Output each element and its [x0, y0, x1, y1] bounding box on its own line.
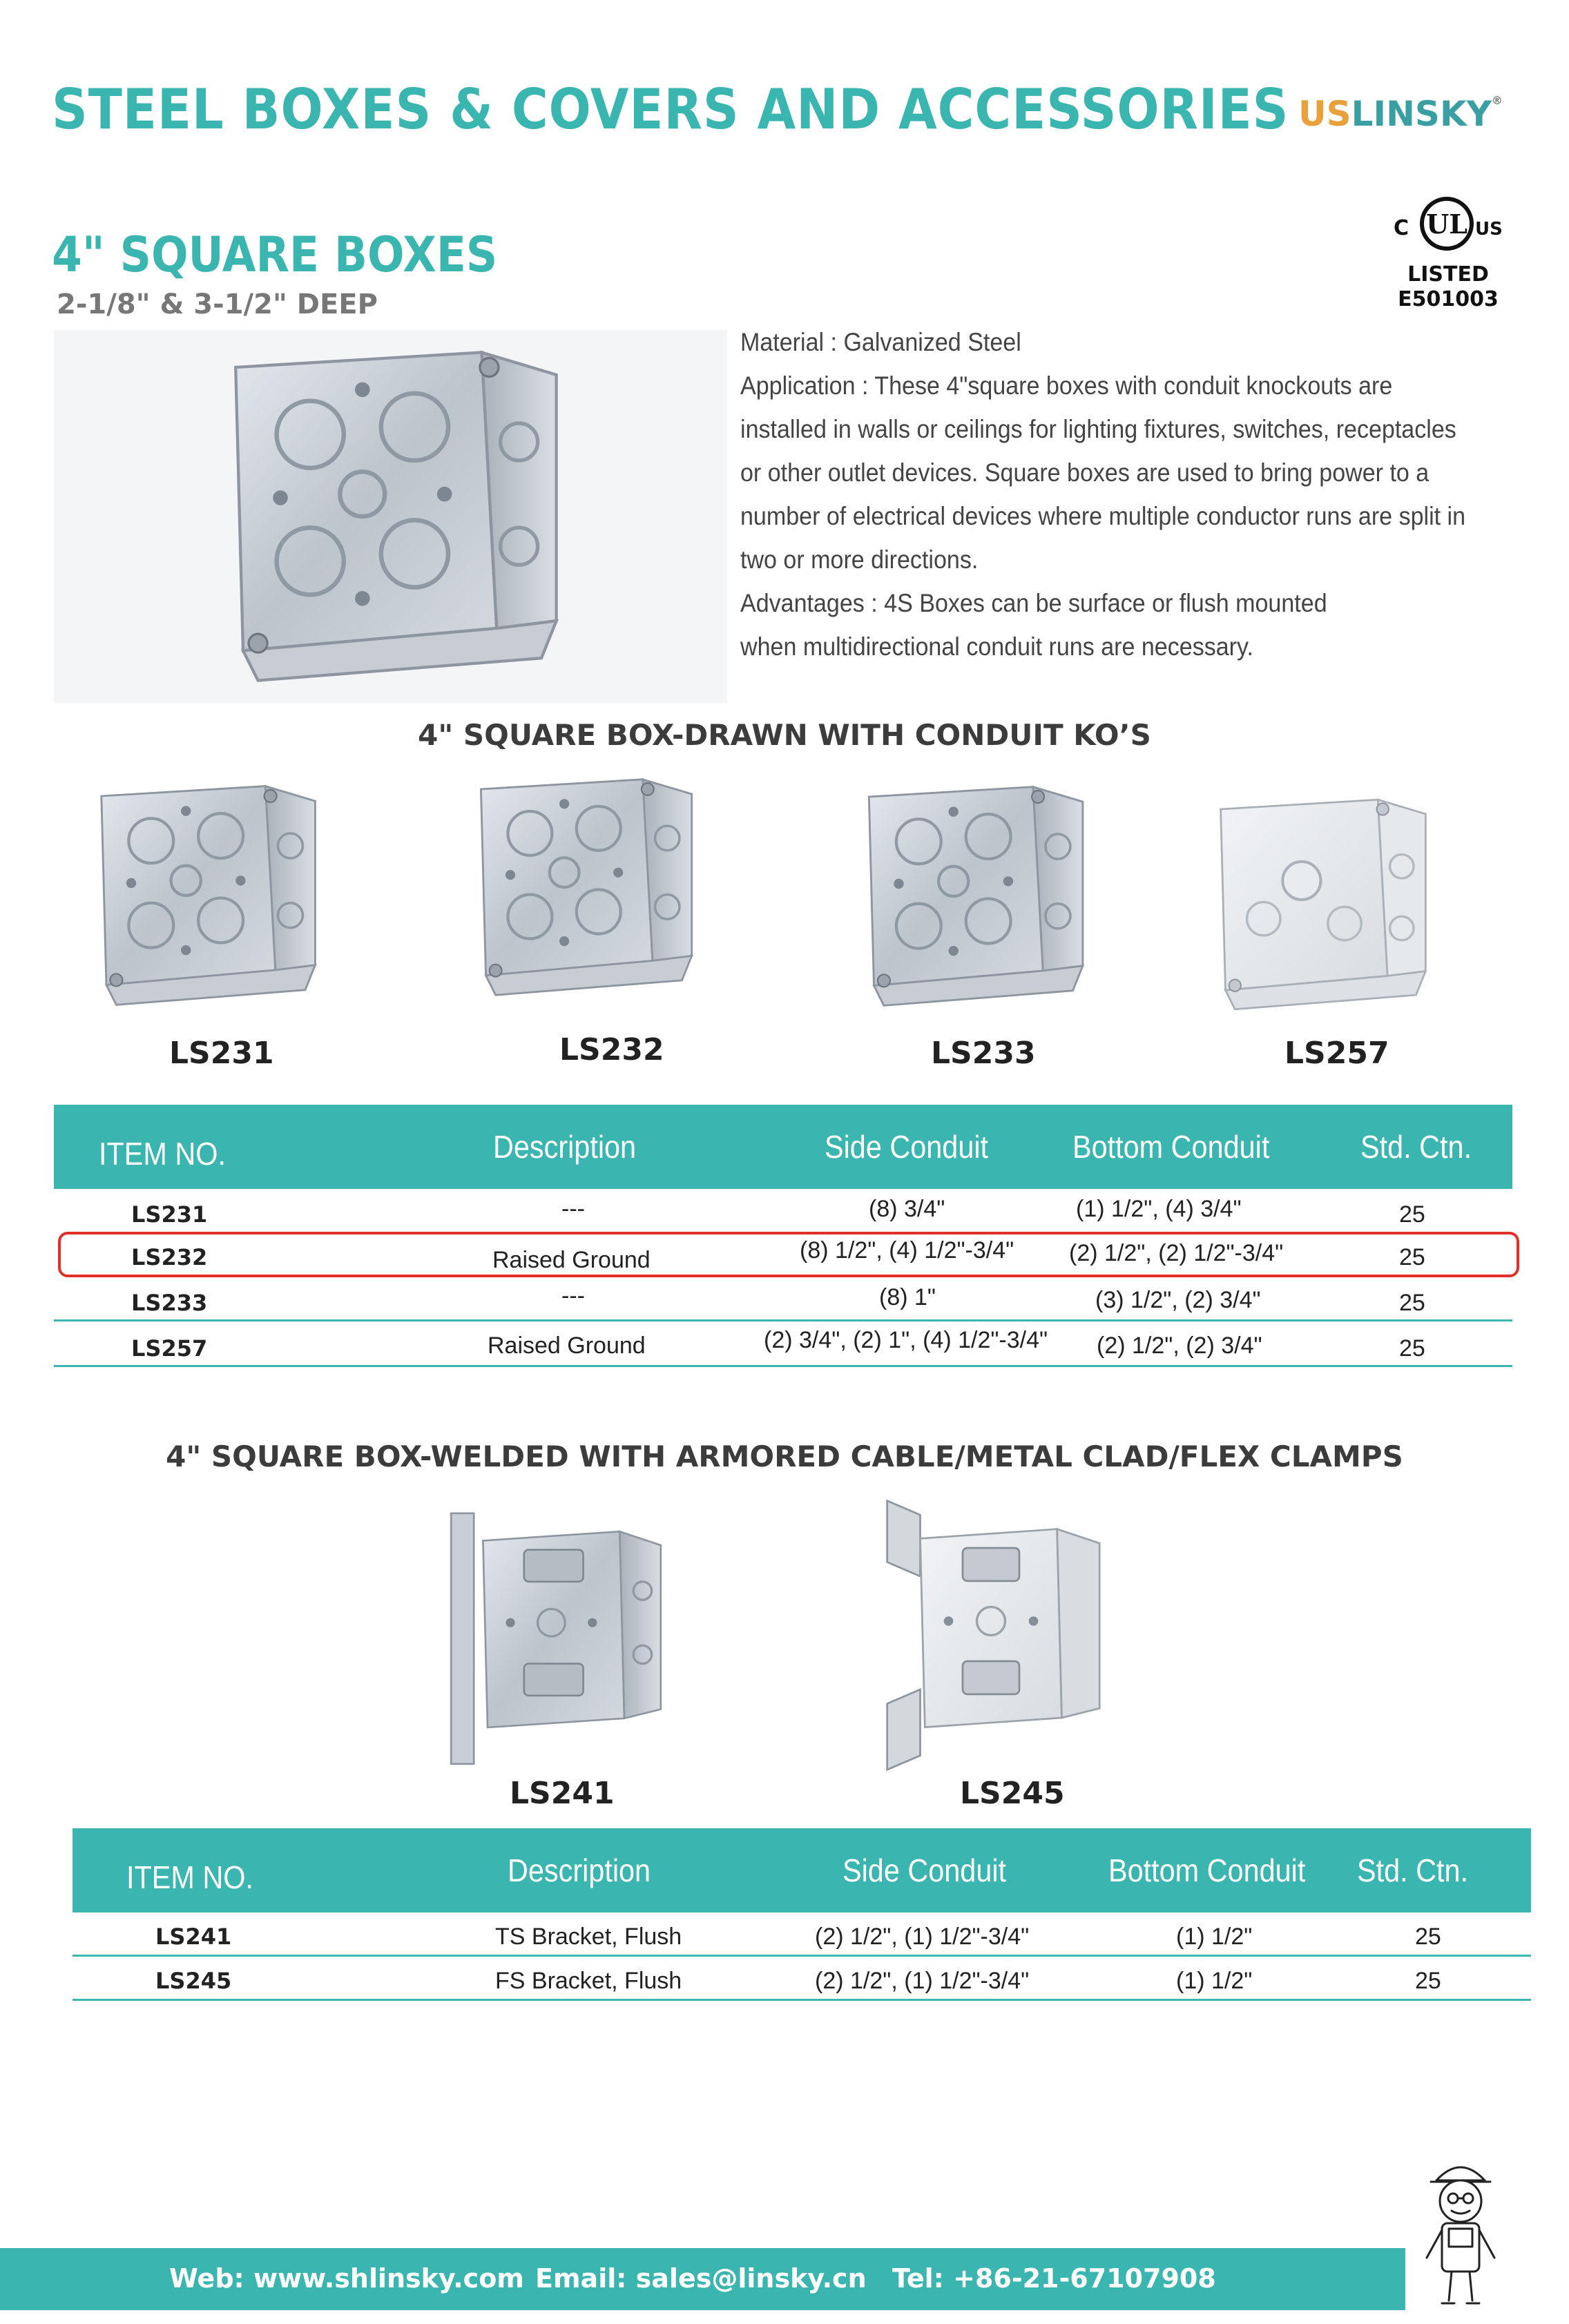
info-line: two or more directions. [740, 545, 979, 574]
ls257-image [1202, 784, 1440, 1025]
cell-bottom: (3) 1/2", (2) 3/4" [1095, 1287, 1261, 1313]
logo-linsky: LINSKY [1351, 94, 1492, 134]
cell-side: (2) 1/2", (1) 1/2"-3/4" [815, 1968, 1030, 1994]
cell-item: LS257 [131, 1335, 208, 1362]
cell-item: LS232 [131, 1244, 208, 1270]
hero-product-image [54, 330, 727, 703]
logo-registered: ® [1491, 94, 1503, 107]
ul-letters: UL [1426, 209, 1467, 240]
welded-table-header [73, 1828, 1531, 1913]
col-side-conduit: Side Conduit [843, 1852, 1007, 1888]
drawn-section-title: 4" SQUARE BOX-DRAWN WITH CONDUIT KO’S [418, 718, 1151, 752]
cell-bottom: (2) 1/2", (2) 1/2"-3/4" [1069, 1240, 1284, 1266]
col-side-conduit: Side Conduit [825, 1129, 989, 1165]
drawn-table-header [54, 1105, 1512, 1189]
cell-description: TS Bracket, Flush [495, 1924, 682, 1950]
cell-side: (2) 3/4", (2) 1", (4) 1/2"-3/4" [764, 1327, 1048, 1353]
col-bottom-conduit: Bottom Conduit [1072, 1129, 1270, 1165]
info-material: Material : Galvanized Steel [740, 328, 1021, 356]
cell-ctn: 25 [1399, 1201, 1425, 1228]
table-row [54, 1189, 1512, 1230]
product-label-ls232: LS232 [559, 1032, 664, 1067]
cell-ctn: 25 [1415, 1924, 1441, 1950]
ul-listing [1389, 262, 1507, 312]
product-label-ls257: LS257 [1284, 1036, 1389, 1071]
table-row [54, 1321, 1512, 1367]
page-title: STEEL BOXES & COVERS AND ACCESSORIES [52, 77, 1289, 142]
footer-bar [0, 2248, 1405, 2310]
table-row [54, 1230, 1512, 1275]
cell-item: LS245 [155, 1968, 232, 1994]
table-row [73, 1913, 1531, 1957]
ls245-image [867, 1491, 1115, 1774]
cell-bottom: (1) 1/2" [1176, 1924, 1253, 1950]
ul-c-label: C [1394, 216, 1409, 240]
info-line: or other outlet devices. Square boxes are used to bring power to a [740, 458, 1430, 487]
table-row [73, 1957, 1531, 2001]
cell-ctn: 25 [1399, 1335, 1425, 1362]
section-title: 4" SQUARE BOXES [52, 226, 498, 283]
info-line: number of electrical devices where multiple conductor runs are split in [740, 502, 1466, 530]
info-line: installed in walls or ceilings for lighting fixtures, switches, receptacles [740, 415, 1456, 443]
col-description: Description [508, 1852, 651, 1888]
ls231-image [81, 768, 330, 1023]
cell-ctn: 25 [1399, 1290, 1425, 1316]
product-label-ls245: LS245 [960, 1776, 1065, 1811]
cell-description: Raised Ground [488, 1333, 646, 1359]
ls232-image [461, 763, 706, 1011]
product-label-ls233: LS233 [931, 1036, 1036, 1071]
cell-bottom: (1) 1/2", (4) 3/4" [1076, 1196, 1242, 1222]
cell-item: LS233 [131, 1290, 208, 1316]
ls241-image [442, 1491, 670, 1781]
ul-us-label: US [1475, 219, 1503, 240]
cell-ctn: 25 [1415, 1968, 1441, 1994]
cell-bottom: (1) 1/2" [1176, 1968, 1253, 1994]
cell-side: (2) 1/2", (1) 1/2"-3/4" [815, 1924, 1030, 1950]
info-advantages: Advantages : 4S Boxes can be surface or flush mounted [740, 589, 1327, 617]
section-subtitle: 2-1/8" & 3-1/2" DEEP [57, 289, 378, 320]
product-info [740, 320, 1466, 668]
ls233-image [844, 772, 1103, 1020]
cell-description: Raised Ground [492, 1247, 651, 1273]
welded-section-title: 4" SQUARE BOX-WELDED WITH ARMORED CABLE/METAL CLAD/FLEX CLAMPS [166, 1440, 1403, 1473]
cell-ctn: 25 [1399, 1244, 1425, 1270]
footer-email-link[interactable]: Email: sales@linsky.cn [535, 2263, 867, 2294]
product-label-ls241: LS241 [510, 1776, 615, 1811]
col-item-no: ITEM NO. [126, 1859, 254, 1895]
footer-tel[interactable]: Tel: +86-21-67107908 [892, 2263, 1216, 2294]
cell-side: (8) 1/2", (4) 1/2"-3/4" [800, 1237, 1014, 1263]
cell-side: (8) 3/4" [869, 1196, 945, 1222]
cell-side: (8) 1" [879, 1284, 936, 1310]
col-bottom-conduit: Bottom Conduit [1108, 1852, 1306, 1888]
brand-logo [1298, 94, 1503, 134]
cell-bottom: (2) 1/2", (2) 3/4" [1097, 1333, 1262, 1359]
col-std-ctn: Std. Ctn. [1360, 1129, 1472, 1165]
info-line: when multidirectional conduit runs are necessary. [740, 632, 1253, 661]
col-item-no: ITEM NO. [99, 1136, 227, 1172]
footer-web-link[interactable]: Web: www.shlinsky.com [169, 2263, 524, 2294]
mascot-worker-icon [1409, 2147, 1512, 2313]
cell-description: FS Bracket, Flush [495, 1968, 682, 1994]
table-row [54, 1277, 1512, 1321]
cell-item: LS231 [131, 1201, 208, 1228]
square-box-illustration [54, 330, 727, 703]
ul-file-number: E501003 [1398, 287, 1499, 311]
logo-us: US [1298, 94, 1351, 134]
product-label-ls231: LS231 [169, 1036, 274, 1071]
cell-item: LS241 [155, 1924, 232, 1950]
cell-description: --- [561, 1196, 585, 1222]
info-application: Application : These 4"square boxes with conduit knockouts are [740, 371, 1393, 400]
col-description: Description [493, 1129, 637, 1165]
ul-listed-label: LISTED [1407, 262, 1489, 287]
cell-description: --- [561, 1283, 585, 1309]
col-std-ctn: Std. Ctn. [1357, 1852, 1469, 1888]
